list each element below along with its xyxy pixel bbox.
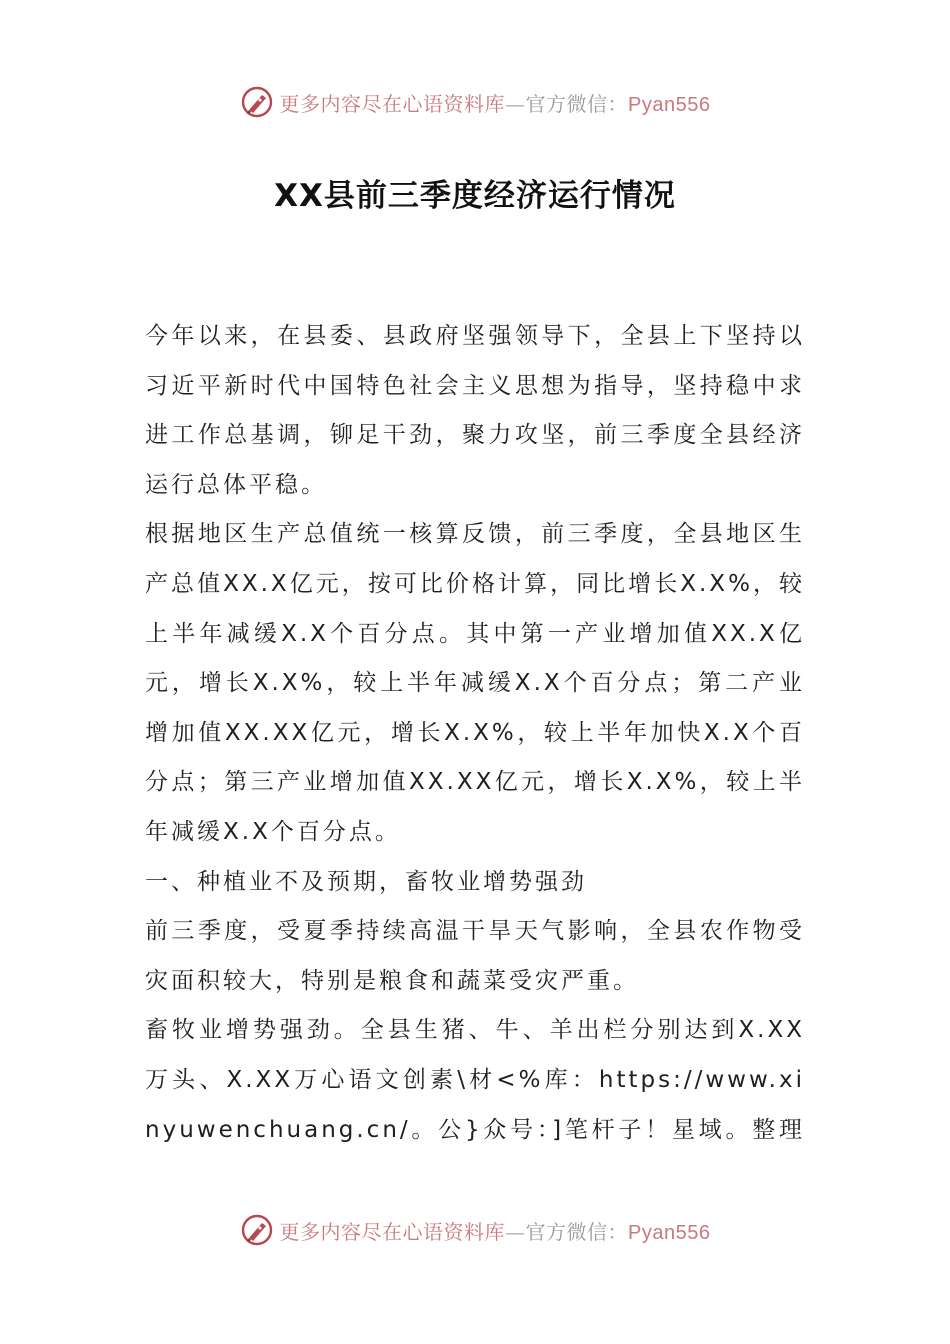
watermark-wechat-id: Pyan556 [628,93,711,116]
watermark-footer [0,1210,950,1250]
watermark-header [0,82,950,122]
pen-nib-circle-icon [240,85,274,119]
watermark-text [280,1216,711,1245]
paragraph-intro: 今年以来，在县委、县政府坚强领导下，全县上下坚持以习近平新时代中国特色社会主义思想为指导，坚持稳中求进工作总基调，铆足干劲，聚力攻坚，前三季度全县经济运行总体平稳。 [145,323,805,498]
paragraph-crops: 前三季度，受夏季持续高温干旱天气影响，全县农作物受灾面积较大，特别是粮食和蔬菜受灾严重。 [145,918,805,994]
watermark-wechat-id: Pyan556 [628,1221,711,1244]
watermark-dash: — [505,1219,526,1244]
section-heading-agriculture: 一、种植业不及预期，畜牧业增势强劲 [145,868,587,895]
paragraph-livestock: 畜牧业增势强劲。全县生猪、牛、羊出栏分别达到X.XX万头、X.XX万心语文创素\材<%库：https://www.xinyuwenchuang.cn/。公}众号：]笔杆子！星域。整理 [145,1017,805,1143]
pen-nib-circle-icon [240,1213,274,1247]
watermark-dash: — [505,91,526,116]
watermark-official-label: 官方微信： [525,91,629,116]
watermark-text [280,88,711,117]
watermark-brand: 更多内容尽在心语资料库 [279,91,506,116]
paragraph-gdp: 根据地区生产总值统一核算反馈，前三季度，全县地区生产总值XX.X亿元，按可比价格计算，同比增长X.X%，较上半年减缓X.X个百分点。其中第一产业增加值XX.X亿元，增长X.X%，较上半年减缓X.X个百分点；第二产业增加值XX.XX亿元，增长X.X%，较上半年加快X.X个百分点；第三产业增加值XX.XX亿元，增长X.X%，较上半年减缓X.X个百分点。 [145,521,805,845]
watermark-brand: 更多内容尽在心语资料库 [279,1219,506,1244]
document-title: XX县前三季度经济运行情况 [274,178,676,214]
document-body [145,312,805,1155]
watermark-official-label: 官方微信： [525,1219,629,1244]
